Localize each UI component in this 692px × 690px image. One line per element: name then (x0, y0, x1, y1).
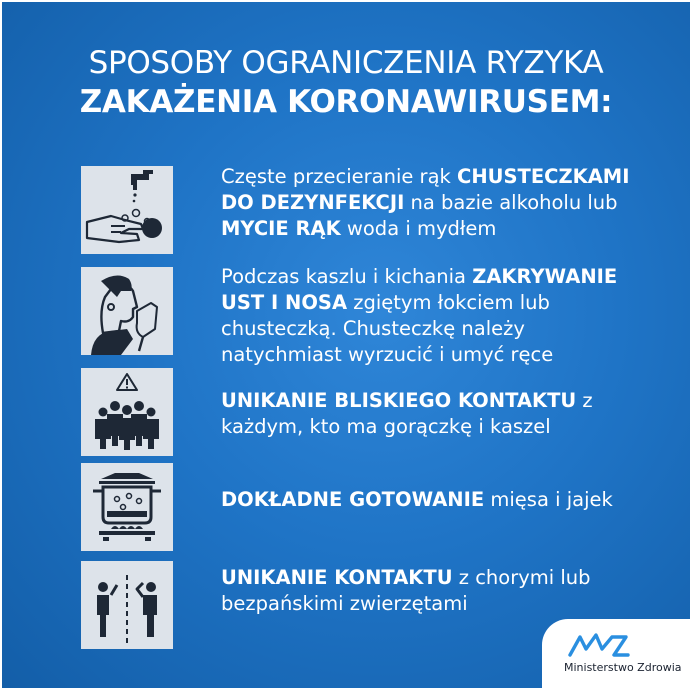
item-text: Częste przecieranie rąk (221, 165, 458, 188)
item-text-bold: DOKŁADNE GOTOWANIE (221, 488, 485, 511)
list-item (221, 487, 641, 513)
list-item (221, 388, 641, 440)
item-text: Podczas kaszlu i kichania (221, 265, 473, 288)
list-item (221, 264, 641, 368)
item-text-bold: UNIKANIE KONTAKTU (221, 566, 453, 589)
cooking-pot-icon (81, 463, 173, 551)
page-title (2, 44, 690, 122)
item-text: woda i mydłem (340, 217, 497, 240)
title-line-2: ZAKAŻENIA KORONAWIRUSEM: (79, 84, 613, 120)
item-text-bold: CHUSTECZKAMI DO DEZYNFEKCJI (221, 165, 630, 214)
handwashing-icon (81, 166, 173, 254)
ministry-logo-icon (566, 629, 630, 659)
poster (2, 2, 690, 688)
coughing-person-icon (81, 267, 173, 355)
item-text: zgiętym łokciem lub chusteczką. Chusteczkę należy natychmiast wyrzucić i umyć ręce (221, 291, 554, 366)
ministry-logo-text: Ministerstwo Zdrowia (564, 661, 682, 674)
item-text-bold: ZAKRYWANIE UST I NOSA (221, 265, 618, 314)
list-item (221, 565, 641, 617)
item-text: z chorymi lub bezpańskimi zwierzętami (221, 566, 591, 615)
title-line-1: SPOSOBY OGRANICZENIA RYZYKA (88, 45, 604, 81)
crowd-warning-icon (81, 368, 173, 456)
item-text-bold: UNIKANIE BLISKIEGO KONTAKTU (221, 389, 577, 412)
item-text: z każdym, kto ma gorączkę i kaszel (221, 389, 593, 438)
avoid-contact-icon (81, 561, 173, 649)
ministry-logo (542, 619, 690, 688)
list-item (221, 164, 641, 242)
item-text: na bazie alkoholu lub (404, 191, 618, 214)
item-text-bold: MYCIE RĄK (221, 217, 341, 240)
item-text: mięsa i jajek (484, 488, 613, 511)
